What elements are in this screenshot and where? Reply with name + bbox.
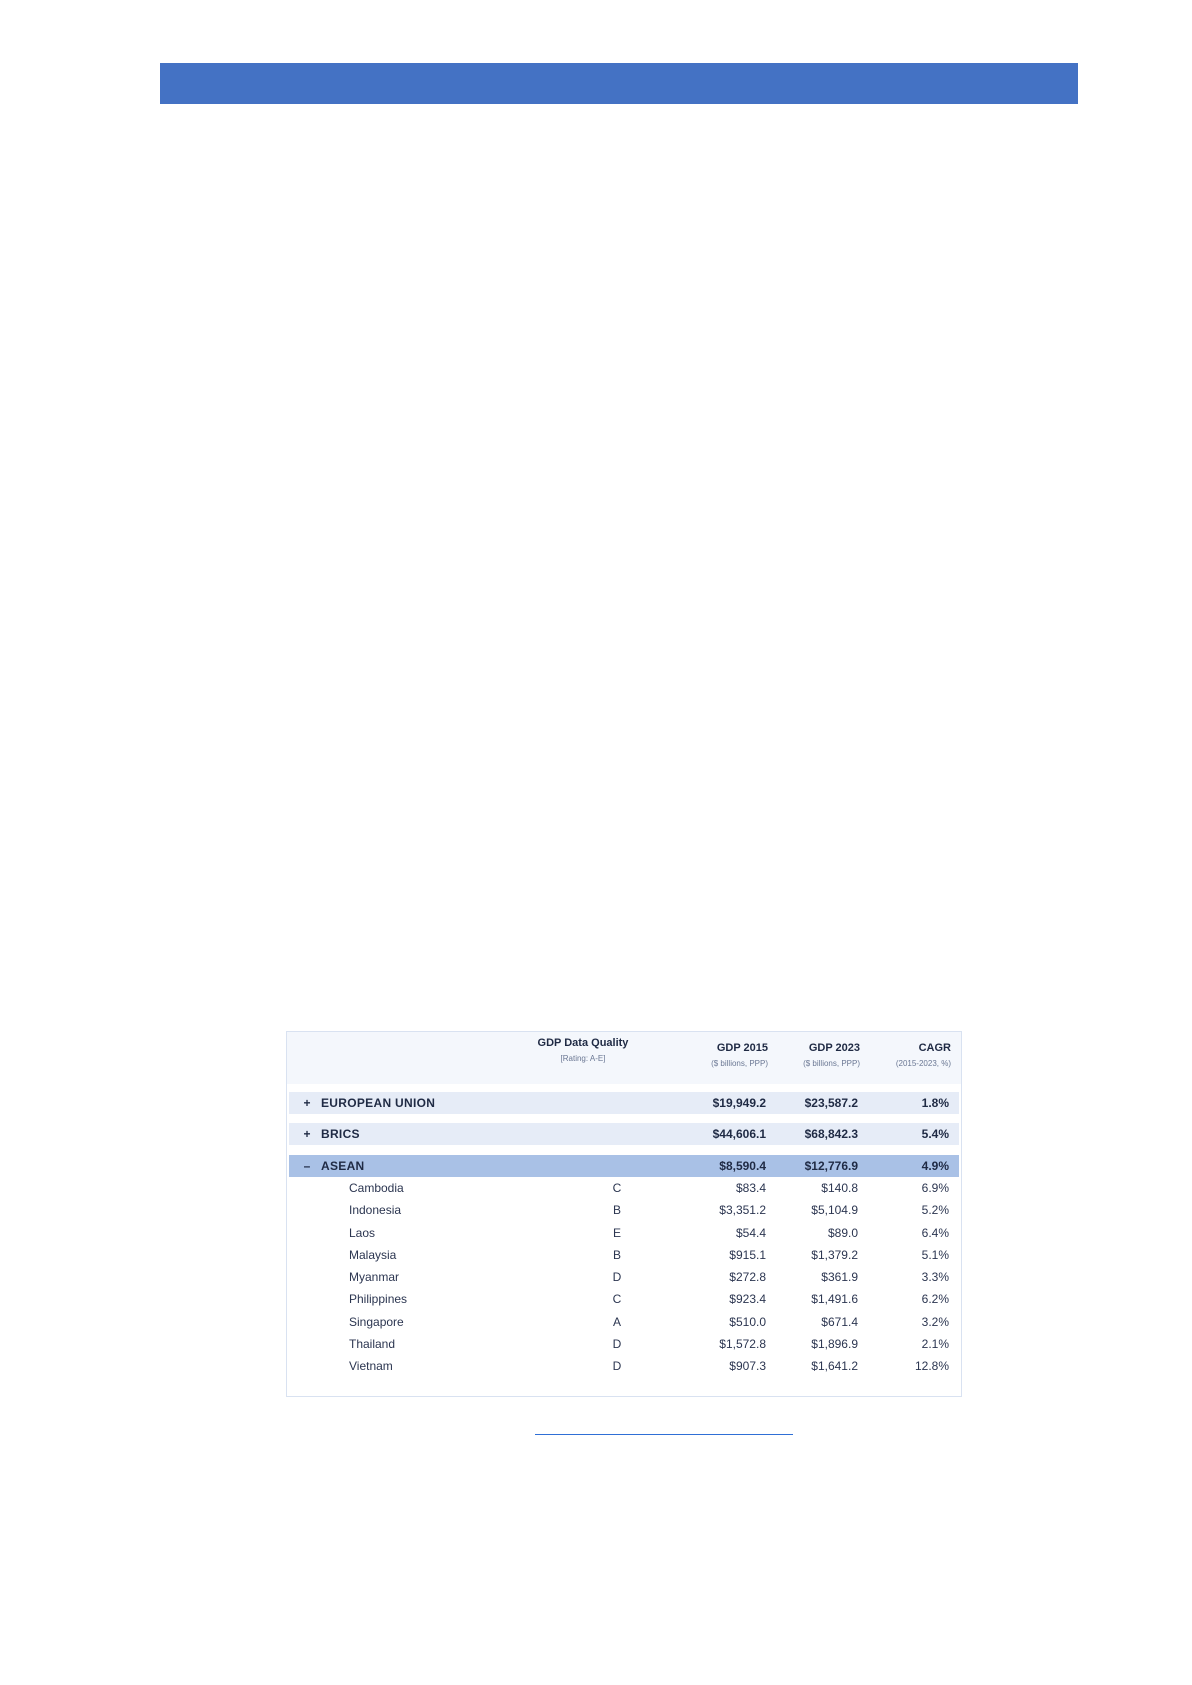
cagr-value: 6.4% [921, 1225, 949, 1240]
table-row [289, 1288, 959, 1310]
header-quality [523, 1036, 643, 1064]
header-quality-sub: [Rating: A-E] [560, 1054, 606, 1063]
group-gdp2023: $68,842.3 [804, 1127, 858, 1141]
header-gdp2023 [770, 1041, 860, 1069]
group-row-asean[interactable] [289, 1155, 959, 1177]
header-cagr [861, 1041, 951, 1069]
gdp2023-value: $1,491.6 [811, 1292, 858, 1307]
cagr-value: 5.2% [921, 1203, 949, 1218]
country-name: Singapore [349, 1314, 404, 1329]
group-gdp2015: $19,949.2 [712, 1096, 766, 1110]
quality-rating: C [612, 1292, 622, 1307]
table-row [289, 1244, 959, 1266]
source-link-underline[interactable] [535, 1434, 793, 1435]
gdp2023-value: $89.0 [827, 1225, 858, 1240]
country-name: Thailand [349, 1337, 396, 1352]
country-name: Laos [349, 1225, 376, 1240]
header-gdp2015-label: GDP 2015 [716, 1042, 768, 1054]
cagr-value: 5.1% [921, 1247, 949, 1262]
cagr-value: 2.1% [921, 1337, 949, 1352]
country-name: Myanmar [349, 1270, 400, 1285]
group-row-european-union[interactable] [289, 1092, 959, 1114]
country-name: Indonesia [349, 1203, 402, 1218]
cagr-value: 3.3% [921, 1270, 949, 1285]
quality-rating: B [612, 1247, 621, 1262]
group-gdp2015: $44,606.1 [712, 1127, 766, 1141]
quality-rating: E [612, 1225, 621, 1240]
gdp2023-value: $5,104.9 [811, 1203, 858, 1218]
collapse-icon[interactable]: – [303, 1159, 311, 1173]
table-row [289, 1222, 959, 1244]
cagr-value: 3.2% [921, 1314, 949, 1329]
header-gdp2023-sub: ($ billions, PPP) [803, 1059, 860, 1068]
group-name: BRICS [321, 1127, 360, 1141]
gdp2023-value: $361.9 [821, 1270, 858, 1285]
expand-icon[interactable]: + [303, 1096, 311, 1110]
gdp2023-value: $140.8 [821, 1181, 858, 1195]
quality-rating: C [612, 1181, 622, 1195]
cagr-value: 12.8% [914, 1359, 949, 1374]
gdp2015-value: $54.4 [735, 1225, 766, 1240]
gdp2023-value: $671.4 [821, 1314, 858, 1329]
header-gdp2023-label: GDP 2023 [808, 1042, 860, 1054]
table-header [287, 1032, 961, 1084]
table-row [289, 1355, 959, 1377]
group-cagr: 1.8% [921, 1096, 949, 1110]
group-gdp2015: $8,590.4 [719, 1159, 766, 1173]
group-gdp2023: $12,776.9 [804, 1159, 858, 1173]
gdp2015-value: $915.1 [729, 1247, 766, 1262]
group-name: EUROPEAN UNION [321, 1096, 436, 1110]
table-row [289, 1177, 959, 1199]
table-row [289, 1333, 959, 1355]
table-row [289, 1199, 959, 1221]
gdp2015-value: $923.4 [729, 1292, 766, 1307]
gdp2015-value: $272.8 [729, 1270, 766, 1285]
asean-country-rows [289, 1177, 959, 1378]
gdp2015-value: $3,351.2 [719, 1203, 766, 1218]
header-cagr-sub: (2015-2023, %) [895, 1059, 951, 1068]
gdp2015-value: $907.3 [729, 1359, 766, 1374]
group-gdp2023: $23,587.2 [804, 1096, 858, 1110]
table-row [289, 1266, 959, 1288]
gdp2023-value: $1,641.2 [811, 1359, 858, 1374]
group-cagr: 4.9% [921, 1159, 949, 1173]
header-gdp2015 [668, 1041, 768, 1069]
quality-rating: B [612, 1203, 621, 1218]
header-gdp2015-sub: ($ billions, PPP) [711, 1059, 768, 1068]
cagr-value: 6.9% [921, 1181, 949, 1195]
quality-rating: D [612, 1359, 622, 1374]
gdp2023-value: $1,896.9 [811, 1337, 858, 1352]
group-cagr: 5.4% [921, 1127, 949, 1141]
cagr-value: 6.2% [921, 1292, 949, 1307]
header-cagr-label: CAGR [918, 1042, 951, 1054]
header-quality-label: GDP Data Quality [537, 1037, 629, 1049]
expand-icon[interactable]: + [303, 1127, 311, 1141]
table-row [289, 1311, 959, 1333]
gdp2015-value: $510.0 [729, 1314, 766, 1329]
quality-rating: A [612, 1314, 621, 1329]
gdp2023-value: $1,379.2 [811, 1247, 858, 1262]
gdp-table [286, 1031, 962, 1397]
quality-rating: D [612, 1270, 622, 1285]
gdp2015-value: $1,572.8 [719, 1337, 766, 1352]
header-bar [160, 63, 1078, 104]
quality-rating: D [612, 1337, 622, 1352]
group-name: ASEAN [321, 1159, 365, 1173]
group-row-brics[interactable] [289, 1123, 959, 1145]
country-name: Cambodia [349, 1181, 404, 1195]
gdp2015-value: $83.4 [735, 1181, 766, 1195]
country-name: Vietnam [349, 1359, 393, 1374]
country-name: Malaysia [349, 1247, 397, 1262]
country-name: Philippines [349, 1292, 408, 1307]
